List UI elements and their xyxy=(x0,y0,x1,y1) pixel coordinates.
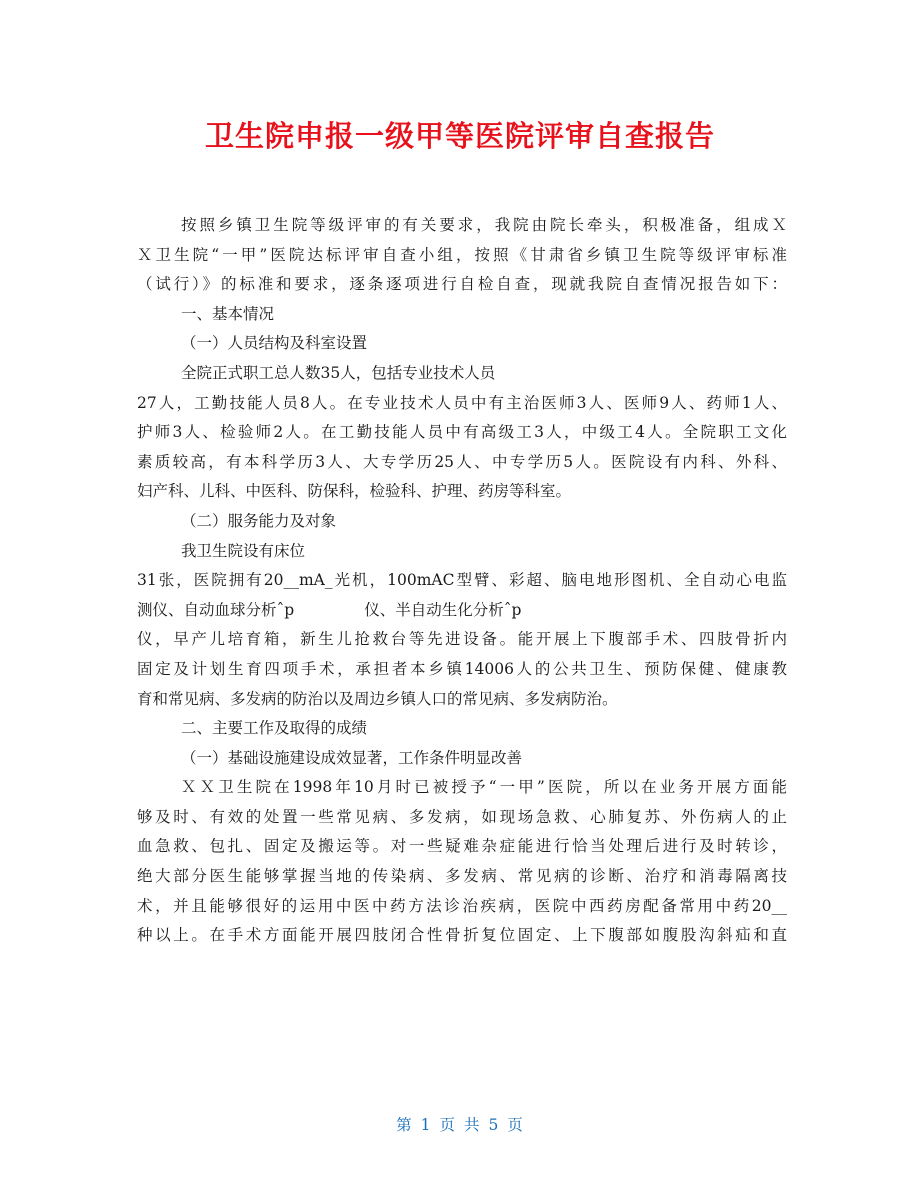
text-fragment: 仪、半自动生化分析ˆp xyxy=(364,600,522,619)
paragraph-line: 血急救、包扎、固定及搬运等。对一些疑难杂症能进行恰当处理后进行及时转诊， xyxy=(137,837,787,856)
footer-suffix: 页 xyxy=(507,1116,524,1134)
page-number-current: 1 xyxy=(420,1116,432,1134)
paragraph-line: 31张，医院拥有20__mA_光机，100mAC型臂、彩超、脑电地形图机、全自动心电监 xyxy=(137,571,787,590)
section-heading: 二、主要工作及取得的成绩 xyxy=(181,719,368,738)
paragraph-line: 按照乡镇卫生院等级评审的有关要求，我院由院长牵头，积极准备，组成Ｘ xyxy=(181,216,787,234)
paragraph-line: 固定及计划生育四项手术，承担者本乡镇14006人的公共卫生、预防保健、健康教 xyxy=(137,659,787,678)
page-footer xyxy=(0,1113,920,1135)
paragraph-line: 我卫生院设有床位 xyxy=(181,541,306,560)
paragraph-line: 种以上。在手术方面能开展四肢闭合性骨折复位固定、上下腹部如腹股沟斜疝和直 xyxy=(137,926,787,945)
paragraph-line: 妇产科、儿科、中医科、防保科，检验科、护理、药房等科室。 xyxy=(137,482,572,501)
paragraph-line: （试行）》的标准和要求，逐条逐项进行自检自查，现就我院自查情况报告如下： xyxy=(137,275,787,294)
paragraph-line: ＸＸ卫生院在1998年10月时已被授予“一甲”医院，所以在业务开展方面能 xyxy=(181,778,787,797)
paragraph-line: 育和常见病、多发病的防治以及周边乡镇人口的常见病、多发病防治。 xyxy=(137,689,618,708)
paragraph-line: 术，并且能够很好的运用中医中药方法诊治疾病，医院中西药房配备常用中药20__ xyxy=(137,896,787,915)
document-body xyxy=(137,211,787,951)
paragraph-line xyxy=(137,596,787,626)
subsection-heading: （一）人员结构及科室设置 xyxy=(181,334,368,353)
paragraph-line: 全院正式职工总人数35人，包括专业技术人员 xyxy=(181,363,496,382)
footer-page-word: 页 xyxy=(439,1116,456,1134)
subsection-heading: （二）服务能力及对象 xyxy=(181,511,337,530)
subsection-heading: （一）基础设施建设成效显著，工作条件明显改善 xyxy=(181,748,523,767)
paragraph-line: 绝大部分医生能够掌握当地的传染病、多发病、常见病的诊断、治疗和消毒隔离技 xyxy=(137,867,787,886)
paragraph-line: 仪，早产儿培育箱，新生儿抢救台等先进设备。能开展上下腹部手术、四肢骨折内 xyxy=(137,630,787,649)
section-heading: 一、基本情况 xyxy=(181,304,275,323)
page-number-total: 5 xyxy=(488,1116,500,1134)
paragraph-line: 够及时、有效的处置一些常见病、多发病，如现场急救、心肺复苏、外伤病人的止 xyxy=(137,807,787,826)
footer-prefix: 第 xyxy=(396,1116,413,1134)
paragraph-line: 护师3人、检验师2人。在工勤技能人员中有高级工3人，中级工4人。全院职工文化 xyxy=(137,423,787,442)
paragraph-line: Ｘ卫生院“一甲”医院达标评审自查小组，按照《甘肃省乡镇卫生院等级评审标准 xyxy=(137,245,787,264)
paragraph-line: 27人，工勤技能人员8人。在专业技术人员中有主治医师3人、医师9人、药师1人、 xyxy=(137,393,787,412)
text-fragment: 测仪、自动血球分析ˆp xyxy=(137,600,295,619)
page-title: 卫生院申报一级甲等医院评审自查报告 xyxy=(204,119,715,153)
paragraph-line: 素质较高，有本科学历3人、大专学历25人、中专学历5人。医院设有内科、外科、 xyxy=(137,452,787,471)
footer-total-prefix: 共 xyxy=(464,1116,481,1134)
